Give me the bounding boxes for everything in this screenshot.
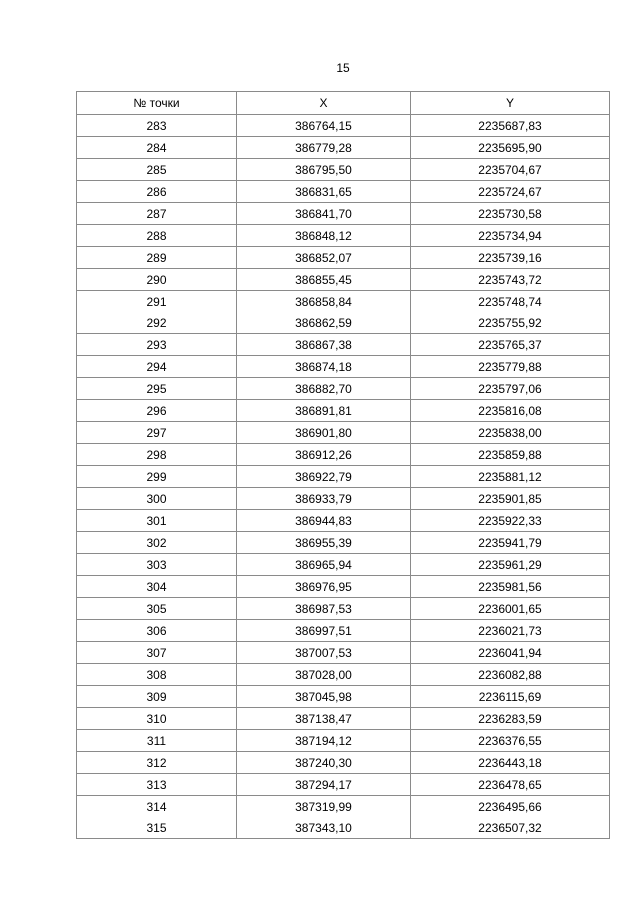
cell-x: 386764,15 bbox=[237, 115, 411, 137]
cell-point-number: 304 bbox=[77, 576, 237, 598]
cell-point-number: 298 bbox=[77, 444, 237, 466]
cell-x: 386874,18 bbox=[237, 356, 411, 378]
cell-point-number: 305 bbox=[77, 598, 237, 620]
cell-y: 2236115,69 bbox=[411, 686, 610, 708]
cell-x: 387007,53 bbox=[237, 642, 411, 664]
cell-point-number: 295 bbox=[77, 378, 237, 400]
cell-x: 386779,28 bbox=[237, 137, 411, 159]
table-row bbox=[77, 620, 610, 642]
cell-x: 387194,12 bbox=[237, 730, 411, 752]
cell-y: 2236082,88 bbox=[411, 664, 610, 686]
table-row bbox=[77, 642, 610, 664]
table-row bbox=[77, 708, 610, 730]
column-header-point-number: № точки bbox=[77, 92, 237, 115]
table-row bbox=[77, 488, 610, 510]
cell-y: 2236376,55 bbox=[411, 730, 610, 752]
cell-point-number: 314 bbox=[146, 799, 167, 814]
cell-point-number: 306 bbox=[77, 620, 237, 642]
cell-y: 2236478,65 bbox=[411, 774, 610, 796]
cell-y: 2235881,12 bbox=[411, 466, 610, 488]
table-row bbox=[77, 466, 610, 488]
cell-point-number: 311 bbox=[77, 730, 237, 752]
cell-x: 387138,47 bbox=[237, 708, 411, 730]
column-header-y: Y bbox=[411, 92, 610, 115]
table-row bbox=[77, 334, 610, 356]
cell-x: 386867,38 bbox=[237, 334, 411, 356]
cell-y: 2235739,16 bbox=[411, 247, 610, 269]
cell-point-number: 310 bbox=[77, 708, 237, 730]
cell-x: 386882,70 bbox=[237, 378, 411, 400]
cell-x: 387240,30 bbox=[237, 752, 411, 774]
cell-point-number: 289 bbox=[77, 247, 237, 269]
cell-point-number: 301 bbox=[77, 510, 237, 532]
cell-y: 2235816,08 bbox=[411, 400, 610, 422]
cell-x: 386858,84 bbox=[237, 291, 411, 313]
cell-x: 386987,53 bbox=[237, 598, 411, 620]
cell-point-number: 297 bbox=[77, 422, 237, 444]
cell-point-number: 309 bbox=[77, 686, 237, 708]
cell-y: 2236443,18 bbox=[411, 752, 610, 774]
cell-x: 386841,70 bbox=[237, 203, 411, 225]
cell-y: 2235961,29 bbox=[411, 554, 610, 576]
cell-point-number: 302 bbox=[77, 532, 237, 554]
cell-point-number: 284 bbox=[77, 137, 237, 159]
page-number: 15 bbox=[336, 61, 350, 75]
cell-y: 2235748,74 bbox=[411, 291, 610, 313]
cell-y: 2235859,88 bbox=[411, 444, 610, 466]
table-row bbox=[77, 225, 610, 247]
cell-point-number: 292 bbox=[77, 312, 237, 334]
table-row bbox=[77, 269, 610, 291]
table-row bbox=[77, 203, 610, 225]
cell-y: 2236021,73 bbox=[411, 620, 610, 642]
cell-y: 2235901,85 bbox=[411, 488, 610, 510]
table-row bbox=[77, 247, 610, 269]
cell-point-number: 300 bbox=[77, 488, 237, 510]
cell-x: 386795,50 bbox=[237, 159, 411, 181]
cell-point-number: 290 bbox=[77, 269, 237, 291]
table-row bbox=[77, 752, 610, 774]
cell-point-number: 283 bbox=[77, 115, 237, 137]
table-row bbox=[77, 532, 610, 554]
cell-y: 2235797,06 bbox=[411, 378, 610, 400]
cell-x: 386944,83 bbox=[237, 510, 411, 532]
cell-point-number: 312 bbox=[77, 752, 237, 774]
table-row bbox=[77, 115, 610, 137]
cell-y: 2235981,56 bbox=[411, 576, 610, 598]
cell-point-number: 288 bbox=[77, 225, 237, 247]
cell-point-number: 307 bbox=[77, 642, 237, 664]
cell-x: 386848,12 bbox=[237, 225, 411, 247]
table-row bbox=[77, 422, 610, 444]
cell-point-number: 308 bbox=[77, 664, 237, 686]
cell-point-number: 291 bbox=[146, 294, 167, 309]
cell-y: 2236001,65 bbox=[411, 598, 610, 620]
cell-y: 2235922,33 bbox=[411, 510, 610, 532]
cell-x: 387343,10 bbox=[237, 817, 411, 839]
cell-x: 386997,51 bbox=[237, 620, 411, 642]
cell-point-number: 315 bbox=[77, 817, 237, 839]
cell-point-number: 299 bbox=[77, 466, 237, 488]
table-row bbox=[77, 817, 610, 839]
table-row bbox=[77, 378, 610, 400]
cell-y: 2236507,32 bbox=[411, 817, 610, 839]
table-row bbox=[77, 598, 610, 620]
cell-point-number: 285 bbox=[77, 159, 237, 181]
cell-y: 2235779,88 bbox=[411, 356, 610, 378]
cell-y: 2235687,83 bbox=[411, 115, 610, 137]
cell-x: 387045,98 bbox=[237, 686, 411, 708]
column-header-x: X bbox=[237, 92, 411, 115]
cell-point-number: 294 bbox=[77, 356, 237, 378]
cell-x: 386901,80 bbox=[237, 422, 411, 444]
table-row bbox=[77, 664, 610, 686]
cell-y: 2235704,67 bbox=[411, 159, 610, 181]
cell-point-number: 303 bbox=[77, 554, 237, 576]
cell-point-number: 293 bbox=[77, 334, 237, 356]
table-row bbox=[77, 312, 610, 334]
cell-y: 2235838,00 bbox=[411, 422, 610, 444]
cell-x: 386862,59 bbox=[237, 312, 411, 334]
cell-y: 2235765,37 bbox=[411, 334, 610, 356]
table-row bbox=[77, 796, 610, 818]
table-row bbox=[77, 400, 610, 422]
table-row bbox=[77, 159, 610, 181]
cell-point-number: 313 bbox=[77, 774, 237, 796]
table-row bbox=[77, 686, 610, 708]
table-row bbox=[77, 554, 610, 576]
cell-x: 386922,79 bbox=[237, 466, 411, 488]
table-body bbox=[77, 115, 610, 839]
cell-x: 386855,45 bbox=[237, 269, 411, 291]
cell-x: 387319,99 bbox=[237, 796, 411, 818]
table-row bbox=[77, 137, 610, 159]
cell-point-number: 286 bbox=[77, 181, 237, 203]
cell-x: 386933,79 bbox=[237, 488, 411, 510]
table-row bbox=[77, 181, 610, 203]
table-row bbox=[77, 576, 610, 598]
cell-y: 2236041,94 bbox=[411, 642, 610, 664]
cell-y: 2235743,72 bbox=[411, 269, 610, 291]
cell-x: 386965,94 bbox=[237, 554, 411, 576]
cell-y: 2235734,94 bbox=[411, 225, 610, 247]
cell-y: 2235941,79 bbox=[411, 532, 610, 554]
coordinates-table bbox=[76, 91, 610, 839]
cell-x: 386852,07 bbox=[237, 247, 411, 269]
cell-x: 386912,26 bbox=[237, 444, 411, 466]
table-row bbox=[77, 510, 610, 532]
cell-point-number: 287 bbox=[77, 203, 237, 225]
cell-x: 386955,39 bbox=[237, 532, 411, 554]
table-row bbox=[77, 774, 610, 796]
table-row bbox=[77, 730, 610, 752]
cell-point-number: 296 bbox=[77, 400, 237, 422]
table-row bbox=[77, 444, 610, 466]
cell-y: 2235730,58 bbox=[411, 203, 610, 225]
cell-x: 386891,81 bbox=[237, 400, 411, 422]
cell-x: 386831,65 bbox=[237, 181, 411, 203]
cell-y: 2235695,90 bbox=[411, 137, 610, 159]
cell-x: 387028,00 bbox=[237, 664, 411, 686]
cell-x: 387294,17 bbox=[237, 774, 411, 796]
table-row bbox=[77, 356, 610, 378]
table-row bbox=[77, 291, 610, 313]
cell-y: 2235724,67 bbox=[411, 181, 610, 203]
cell-y: 2236495,66 bbox=[411, 796, 610, 818]
cell-y: 2236283,59 bbox=[411, 708, 610, 730]
cell-x: 386976,95 bbox=[237, 576, 411, 598]
table-header-row bbox=[77, 92, 610, 115]
cell-y: 2235755,92 bbox=[411, 312, 610, 334]
